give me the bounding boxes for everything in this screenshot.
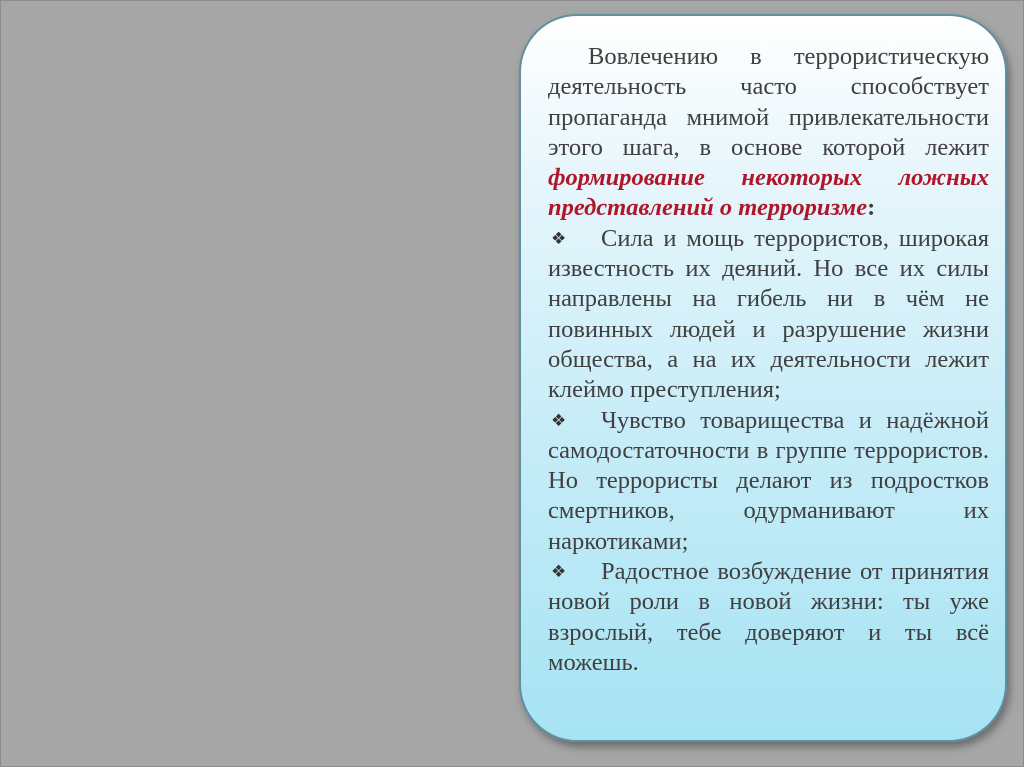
bullet-text: Чувство товарищества и надёжной самодостаточности в группе террористов. Но террористы делают из подростков смертников, одурманивают их наркотиками; bbox=[548, 406, 989, 555]
text-card bbox=[519, 14, 1007, 742]
diamond-bullet-icon: ❖ bbox=[551, 562, 567, 583]
bullet-item bbox=[548, 557, 989, 678]
diamond-bullet-icon: ❖ bbox=[551, 228, 567, 249]
bullet-text: Радостное возбуждение от принятия новой роли в новой жизни: ты уже взрослый, тебе доверяют и ты всё можешь. bbox=[548, 558, 989, 676]
intro-text: Вовлечению в террористическую деятельность часто способствует пропаганда мнимой привлекательности этого шага, в основе которой лежит bbox=[548, 43, 989, 161]
emphasis-colon: : bbox=[867, 194, 876, 222]
emphasis-text: формирование некоторых ложных представлений о терроризме bbox=[548, 164, 989, 222]
intro-paragraph bbox=[548, 42, 989, 224]
bullet-item bbox=[548, 224, 989, 406]
diamond-bullet-icon: ❖ bbox=[551, 410, 567, 431]
bullet-text: Сила и мощь террористов, широкая известность их деяний. Но все их силы направлены на гибель ни в чём не повинных людей и разрушение жизни общества, а на их деятельности лежит клеймо преступления; bbox=[548, 224, 989, 404]
bullet-item bbox=[548, 406, 989, 557]
